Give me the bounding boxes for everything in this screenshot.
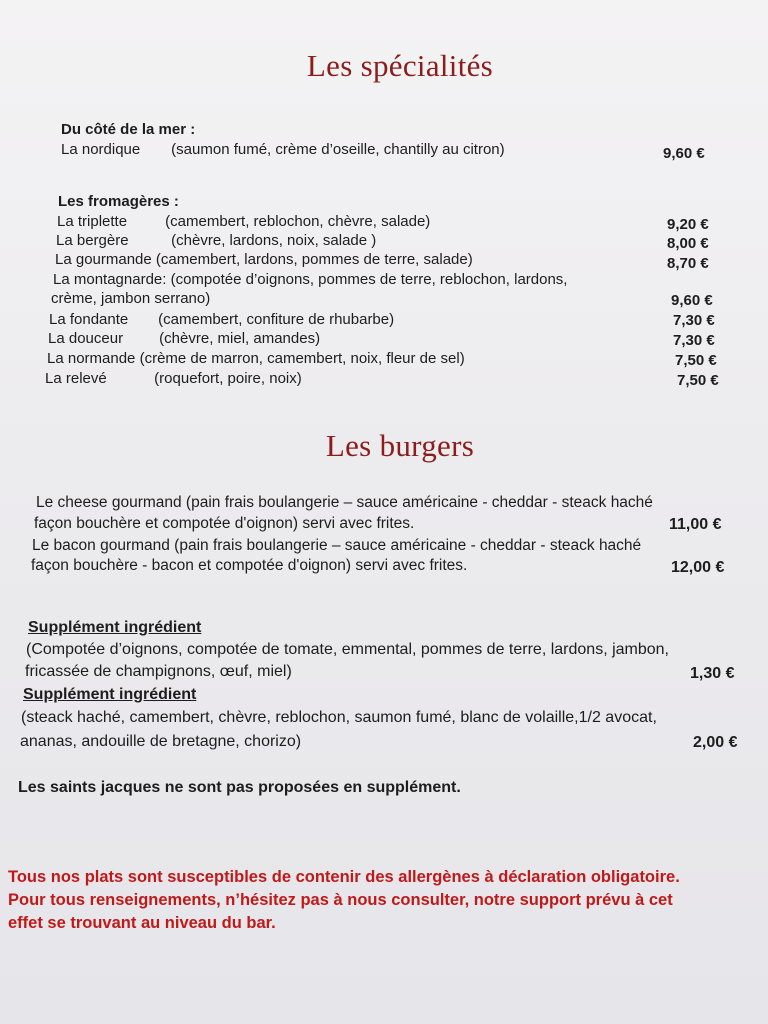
supplement-price: 1,30 € — [690, 665, 735, 682]
fromageres-heading: Les fromagères : — [58, 193, 179, 210]
burger-cheese-line2: façon bouchère et compotée d'oignon) servi avec frites. — [34, 515, 415, 532]
supplement-title: Supplément ingrédient — [23, 686, 197, 703]
supplement-line2: fricassée de champignons, œuf, miel) — [25, 663, 292, 680]
item-price: 9,20 € — [667, 216, 709, 233]
allergen-line2: Pour tous renseignements, n’hésitez pas à nous consulter, notre support prévu à cet — [8, 891, 673, 909]
item-price: 7,30 € — [673, 332, 715, 349]
burger-bacon-line2: façon bouchère - bacon et compotée d'oignon) servi avec frites. — [31, 557, 468, 574]
allergen-line3: effet se trouvant au niveau du bar. — [8, 914, 276, 932]
supplement-line2: ananas, andouille de bretagne, chorizo) — [20, 733, 302, 750]
allergen-notice — [8, 866, 768, 935]
burger-bacon-price: 12,00 € — [671, 559, 725, 576]
mer-heading: Du côté de la mer : — [61, 121, 196, 138]
menu-item-montagnarde — [53, 271, 567, 288]
supplement-title: Supplément ingrédient — [28, 619, 202, 636]
menu-item-fondante — [49, 311, 394, 328]
item-name: La bergère — [56, 232, 129, 249]
item-desc: (compotée d’oignons, pommes de terre, reblochon, lardons, — [170, 271, 568, 288]
item-desc: (crème de marron, camembert, noix, fleur de sel) — [139, 350, 465, 367]
item-price: 7,50 € — [677, 372, 719, 389]
item-desc: (chèvre, miel, amandes) — [159, 330, 321, 347]
burger-cheese-line1: Le cheese gourmand (pain frais boulangerie – sauce américaine - cheddar - steack haché — [36, 494, 653, 511]
item-name: La montagnarde: — [53, 271, 167, 288]
menu-item-montagnarde-cont: crème, jambon serrano) — [51, 290, 211, 307]
menu-item-gourmande — [55, 251, 473, 268]
item-price: 7,50 € — [675, 352, 717, 369]
supplement-price: 2,00 € — [693, 734, 738, 751]
supplement-line1: (Compotée d’oignons, compotée de tomate, emmental, pommes de terre, lardons, jambon, — [26, 641, 669, 658]
item-name: La normande — [47, 350, 136, 367]
specialites-title: Les spécialités — [306, 48, 494, 83]
item-name: La nordique — [61, 141, 141, 158]
menu-item-triplette — [57, 213, 430, 230]
item-desc: (saumon fumé, crème d’oseille, chantilly au citron) — [171, 141, 505, 158]
burgers-title: Les burgers — [325, 428, 475, 463]
item-desc: (camembert, confiture de rhubarbe) — [158, 311, 395, 328]
menu-item-douceur — [48, 330, 320, 347]
item-desc: (camembert, reblochon, chèvre, salade) — [165, 213, 431, 230]
menu-item-normande — [47, 350, 465, 367]
burger-cheese-price: 11,00 € — [669, 516, 722, 533]
item-desc: (chèvre, lardons, noix, salade ) — [171, 232, 377, 249]
item-price: 8,00 € — [667, 235, 709, 252]
item-name: La gourmande — [55, 251, 152, 268]
item-price: 9,60 € — [663, 145, 705, 162]
menu-item-bergere — [56, 232, 376, 249]
item-name: La relevé — [45, 370, 107, 387]
menu-item-nordique — [61, 141, 505, 158]
item-name: La triplette — [57, 213, 128, 230]
burger-bacon-line1: Le bacon gourmand (pain frais boulangerie – sauce américaine - cheddar - steack haché — [32, 537, 642, 554]
item-price: 8,70 € — [667, 255, 709, 272]
item-desc: (roquefort, poire, noix) — [154, 370, 302, 387]
supplement-line1: (steack haché, camembert, chèvre, reblochon, saumon fumé, blanc de volaille,1/2 avocat, — [21, 709, 657, 726]
allergen-line1: Tous nos plats sont susceptibles de contenir des allergènes à déclaration obligatoire. — [8, 868, 680, 886]
item-price: 9,60 € — [671, 292, 713, 309]
item-name: La fondante — [49, 311, 129, 328]
saint-jacques-note: Les saints jacques ne sont pas proposées en supplément. — [18, 779, 461, 796]
menu-item-releve — [45, 370, 302, 387]
item-name: La douceur — [48, 330, 124, 347]
item-price: 7,30 € — [673, 312, 715, 329]
item-desc: (camembert, lardons, pommes de terre, salade) — [155, 251, 473, 268]
